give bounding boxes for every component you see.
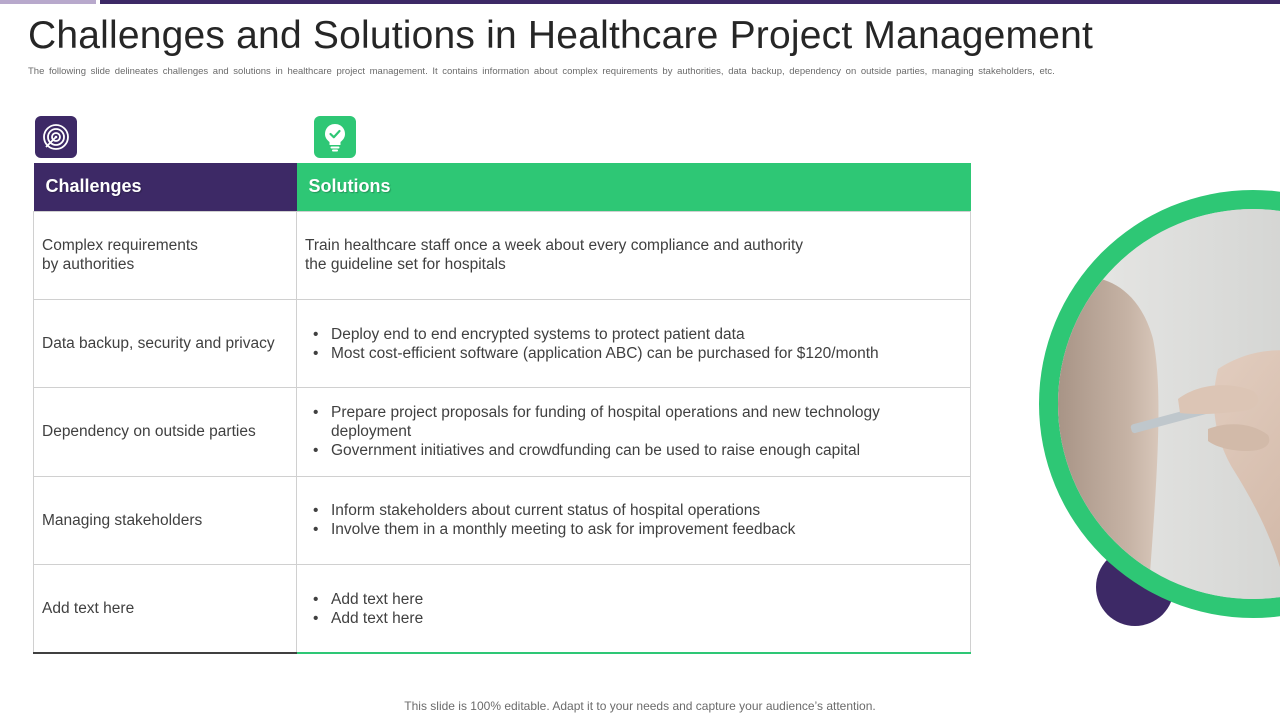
solution-bullet-list — [305, 501, 962, 539]
challenges-solutions-table — [33, 163, 971, 654]
slide-title: Challenges and Solutions in Healthcare Project Management — [28, 14, 1094, 57]
solution-bullet: • Add text here — [331, 609, 962, 628]
top-accent-bar-left — [0, 0, 96, 4]
challenge-cell — [34, 211, 297, 299]
challenge-cell — [34, 299, 297, 387]
table-row — [34, 565, 971, 653]
solution-bullet: • Government initiatives and crowdfunding can be used to raise enough capital — [331, 441, 892, 460]
challenge-text-line: by authorities — [42, 256, 135, 274]
top-accent-bar-right — [100, 0, 1280, 4]
challenge-text-line: Add text here — [42, 600, 135, 617]
header-challenges: Challenges — [34, 163, 297, 211]
challenge-text-line: Managing stakeholders — [42, 511, 203, 529]
solution-bullet: • Add text here — [331, 590, 962, 609]
solution-text-line: Train healthcare staff once a week about every compliance and authority — [305, 237, 804, 255]
table-header-row — [34, 163, 971, 211]
slide-footer: This slide is 100% editable. Adapt it to your needs and capture your audience’s attention. — [404, 699, 876, 713]
solution-bullet-list — [305, 590, 962, 628]
solution-bullet-list — [305, 403, 962, 460]
slide-subtitle: The following slide delineates challenges and solutions in healthcare project management. It contains information about complex requirements by authorities, data backup, dependency on outside parties, managing stakeholders, etc. — [28, 66, 1055, 77]
solution-cell — [297, 565, 971, 653]
solution-bullet-list — [305, 325, 962, 363]
header-solutions: Solutions — [297, 163, 971, 211]
challenge-cell — [34, 476, 297, 564]
table-row — [34, 476, 971, 564]
solution-cell — [297, 388, 971, 476]
solution-bullet: • Prepare project proposals for funding of hospital operations and new technology deployment — [331, 403, 892, 441]
challenge-cell — [34, 388, 297, 476]
challenge-text-line: Complex requirements — [42, 237, 198, 255]
challenge-text-line: Dependency on outside parties — [42, 423, 256, 441]
target-icon — [42, 123, 70, 151]
challenge-text-line: Data backup, security and privacy — [42, 335, 275, 353]
solution-cell — [297, 299, 971, 387]
solutions-icon-box — [314, 116, 356, 158]
solution-text-line: the guideline set for hospitals — [305, 256, 506, 274]
challenges-icon-box — [35, 116, 77, 158]
table-row — [34, 388, 971, 476]
challenge-cell — [34, 565, 297, 653]
solution-bullet: • Involve them in a monthly meeting to ask for improvement feedback — [331, 520, 962, 539]
solution-bullet: • Deploy end to end encrypted systems to protect patient data — [331, 325, 962, 344]
solution-cell — [297, 476, 971, 564]
solution-bullet: • Most cost-efficient software (application ABC) can be purchased for $120/month — [331, 344, 962, 363]
table-row — [34, 211, 971, 299]
solution-cell — [297, 211, 971, 299]
solution-bullet: • Inform stakeholders about current status of hospital operations — [331, 501, 962, 520]
table-row — [34, 299, 971, 387]
lightbulb-icon — [321, 122, 349, 152]
